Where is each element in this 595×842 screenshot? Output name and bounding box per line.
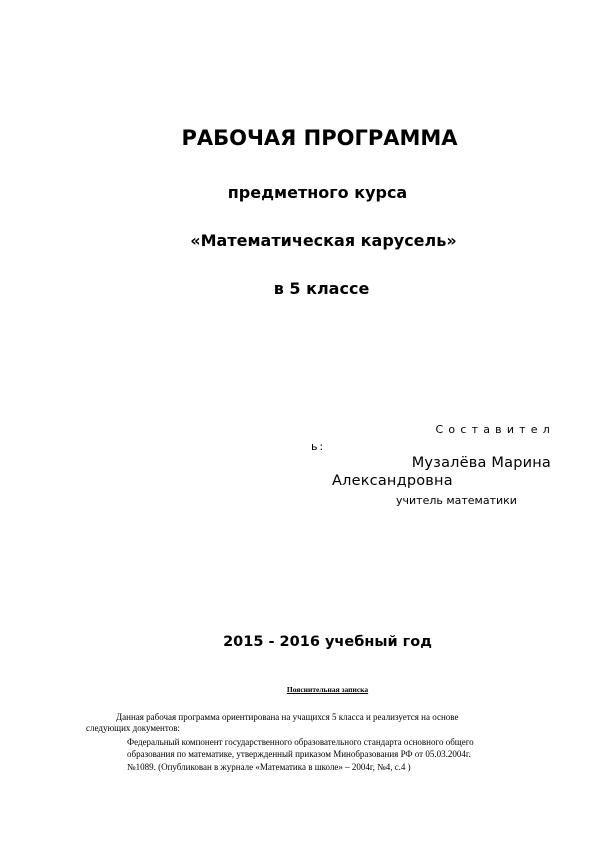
- academic-year: 2015 - 2016 учебный год: [223, 634, 432, 650]
- compiler-position: учитель математики: [396, 494, 517, 507]
- compiler-name-line2: Александровна: [332, 473, 453, 489]
- note-item-line2: образования по математике, утвержденный приказом Минобразования РФ от 05.03.2004г.: [127, 749, 471, 759]
- subtitle-course-type: предметного курса: [227, 183, 408, 202]
- page-title: РАБОЧАЯ ПРОГРАММА: [181, 126, 458, 150]
- note-paragraph-line1: Данная рабочая программа ориентирована на учащихся 5 класса и реализуется на основе: [116, 712, 459, 722]
- note-item-line1: Федеральный компонент государственного образовательного стандарта основного общего: [127, 737, 474, 747]
- compiler-label-part2: ь:: [311, 440, 326, 453]
- note-item-line3: №1089. (Опубликован в журнале «Математика в школе» – 2004г, №4, с.4 ): [127, 762, 411, 772]
- compiler-name-line1: Музалёва Марина: [411, 455, 551, 471]
- subtitle-grade: в 5 классе: [273, 279, 370, 298]
- subtitle-course-name: «Математическая карусель»: [190, 231, 457, 250]
- note-heading: Пояснительная записка: [286, 685, 369, 694]
- compiler-label-part1: Составител: [435, 423, 555, 436]
- note-paragraph-line2: следующих документов:: [86, 723, 180, 733]
